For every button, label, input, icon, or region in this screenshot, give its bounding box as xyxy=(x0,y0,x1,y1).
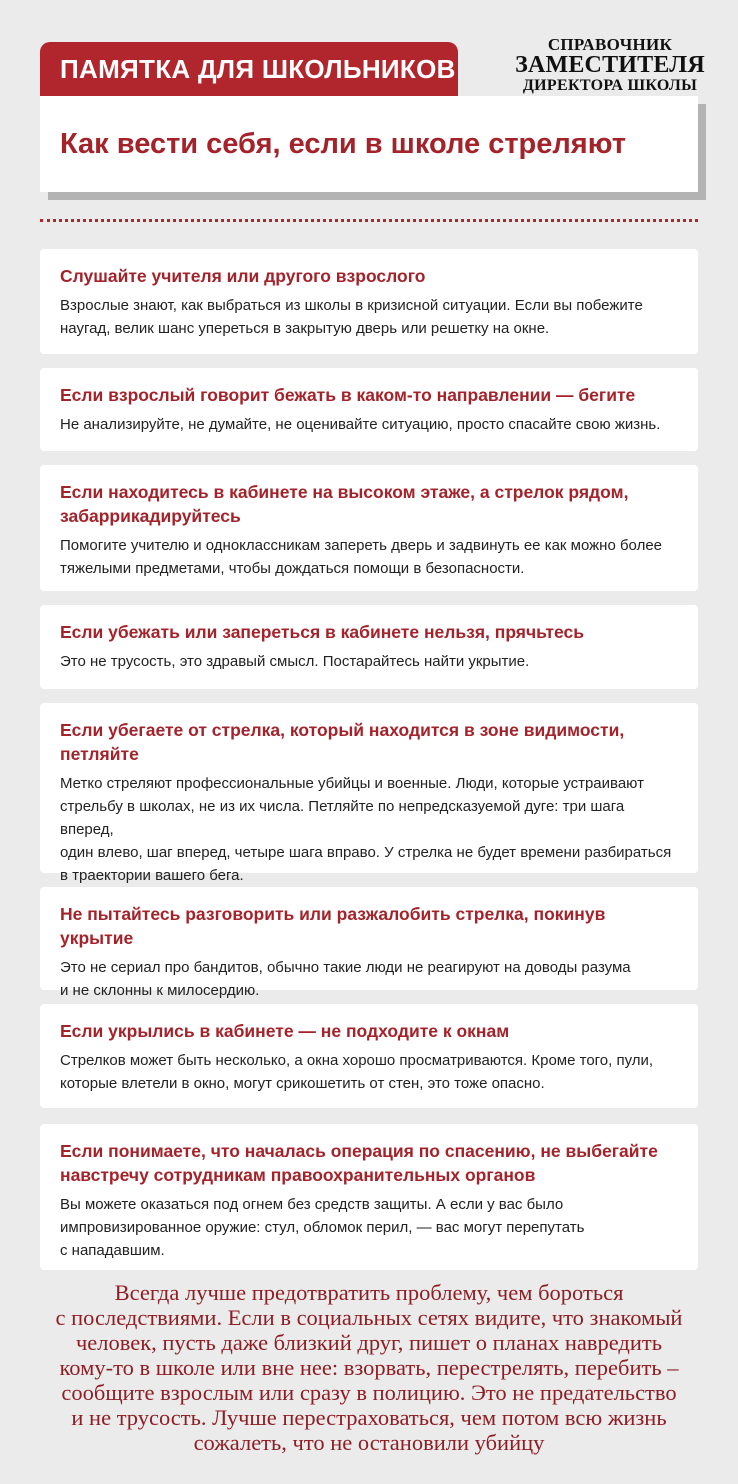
tip-card-body-line: тяжелыми предметами, чтобы дождаться помощи в безопасности. xyxy=(60,560,525,577)
tip-card-body-line: Взрослые знают, как выбраться из школы в кризисной ситуации. Если вы побежите xyxy=(60,297,643,314)
tip-card xyxy=(40,465,698,591)
tip-card-body xyxy=(60,1193,678,1262)
footer-line: кому-то в школе или вне нее: взорвать, перестрелять, перебить – xyxy=(59,1355,679,1380)
tip-card xyxy=(40,1124,698,1270)
tip-card-body xyxy=(60,413,678,436)
tip-card-body xyxy=(60,772,678,887)
tip-card-body xyxy=(60,534,678,580)
tip-card-body-line: один влево, шаг вперед, четыре шага вправо. У стрелка не будет времени разбираться xyxy=(60,844,672,861)
tip-card-title-line: Если убегаете от стрелка, который находится в зоне видимости, xyxy=(60,720,625,740)
tip-card xyxy=(40,703,698,884)
footer-line: с последствиями. Если в социальных сетях видите, что знакомый xyxy=(55,1305,683,1330)
tip-card-body-line: и не склонны к милосердию. xyxy=(60,982,260,999)
tip-card-body-line: наугад, велик шанс упереться в закрытую дверь или решетку на окне. xyxy=(60,320,550,337)
tip-card-title-line: Если понимаете, что началась операция по спасению, не выбегайте xyxy=(60,1141,658,1161)
brand-line-3: ДИРЕКТОРА ШКОЛЫ xyxy=(522,76,698,94)
tip-card-body xyxy=(60,956,678,1002)
tip-card xyxy=(40,249,698,354)
brand-line-1: СПРАВОЧНИК xyxy=(547,35,673,54)
tip-card-body-line: импровизированное оружие: стул, обломок перил, — вас могут перепутать xyxy=(60,1219,585,1236)
tip-card-body-line: Стрелков может быть несколько, а окна хорошо просматриваются. Кроме того, пули, xyxy=(60,1052,654,1069)
dotted-divider xyxy=(40,219,698,222)
footer-line: Всегда лучше предотвратить проблему, чем бороться xyxy=(114,1280,624,1305)
tip-card-title-line: забаррикадируйтесь xyxy=(60,506,241,526)
tip-card-title xyxy=(60,718,678,766)
tip-card-body-line: с нападавшим. xyxy=(60,1242,165,1259)
tip-card-body-line: Вы можете оказаться под огнем без средств защиты. А если у вас было xyxy=(60,1196,564,1213)
tip-card-body-line: Не анализируйте, не думайте, не оценивайте ситуацию, просто спасайте свою жизнь. xyxy=(60,416,661,433)
tip-card-body-line: в траектории вашего бега. xyxy=(60,867,244,884)
title-box xyxy=(40,96,698,192)
tip-card-body-line: Это не сериал про бандитов, обычно такие люди не реагируют на доводы разума xyxy=(60,959,631,976)
tip-card xyxy=(40,368,698,451)
tip-card-body-line: Помогите учителю и одноклассникам запереть дверь и задвинуть ее как можно более xyxy=(60,537,663,554)
brand-line-2: ЗАМЕСТИТЕЛЯ xyxy=(515,52,705,79)
tip-card-title xyxy=(60,1139,678,1187)
tip-card xyxy=(40,605,698,689)
footer-line: человек, пусть даже близкий друг, пишет о планах навредить xyxy=(75,1330,663,1355)
tip-card-title: Если убежать или запереться в кабинете нельзя, прячьтесь xyxy=(60,622,584,642)
tip-card-title-line: навстречу сотрудникам правоохранительных органов xyxy=(60,1165,536,1185)
tip-card xyxy=(40,1004,698,1108)
footer-line: и не трусость. Лучше перестраховаться, чем потом всю жизнь xyxy=(71,1405,667,1430)
tip-card-body xyxy=(60,1049,678,1095)
tip-card-body-line: которые влетели в окно, могут срикошетить от стен, это тоже опасно. xyxy=(60,1075,545,1092)
tip-card-body-line: стрельбу в школах, не из их числа. Петляйте по непредсказуемой дуге: три шага вперед, xyxy=(60,798,625,838)
tip-card-title-line: петляйте xyxy=(60,744,139,764)
tip-card-body xyxy=(60,650,678,673)
footer-line: сожалеть, что не остановили убийцу xyxy=(193,1430,545,1455)
tip-card-title: Если взрослый говорит бежать в каком-то направлении — бегите xyxy=(60,385,636,405)
tip-card-body-line: Это не трусость, это здравый смысл. Постарайтесь найти укрытие. xyxy=(60,653,530,670)
brand-logo xyxy=(500,36,720,94)
page-title: Как вести себя, если в школе стреляют xyxy=(60,127,626,160)
header-tab: ПАМЯТКА ДЛЯ ШКОЛЬНИКОВ xyxy=(40,42,458,96)
tip-card-title: Слушайте учителя или другого взрослого xyxy=(60,266,426,286)
tip-card xyxy=(40,887,698,999)
footer-note xyxy=(20,1280,718,1455)
tip-card-title: Не пытайтесь разговорить или разжалобить стрелка, покинув укрытие xyxy=(60,904,606,948)
tip-card-title: Если укрылись в кабинете — не подходите к окнам xyxy=(60,1021,510,1041)
tip-card-body xyxy=(60,294,678,340)
tip-card-body-line: Метко стреляют профессиональные убийцы и военные. Люди, которые устраивают xyxy=(60,775,644,792)
footer-line: сообщите взрослым или сразу в полицию. Это не предательство xyxy=(61,1380,677,1405)
tip-card-title xyxy=(60,480,678,528)
tip-card-title-line: Если находитесь в кабинете на высоком этаже, а стрелок рядом, xyxy=(60,482,629,502)
